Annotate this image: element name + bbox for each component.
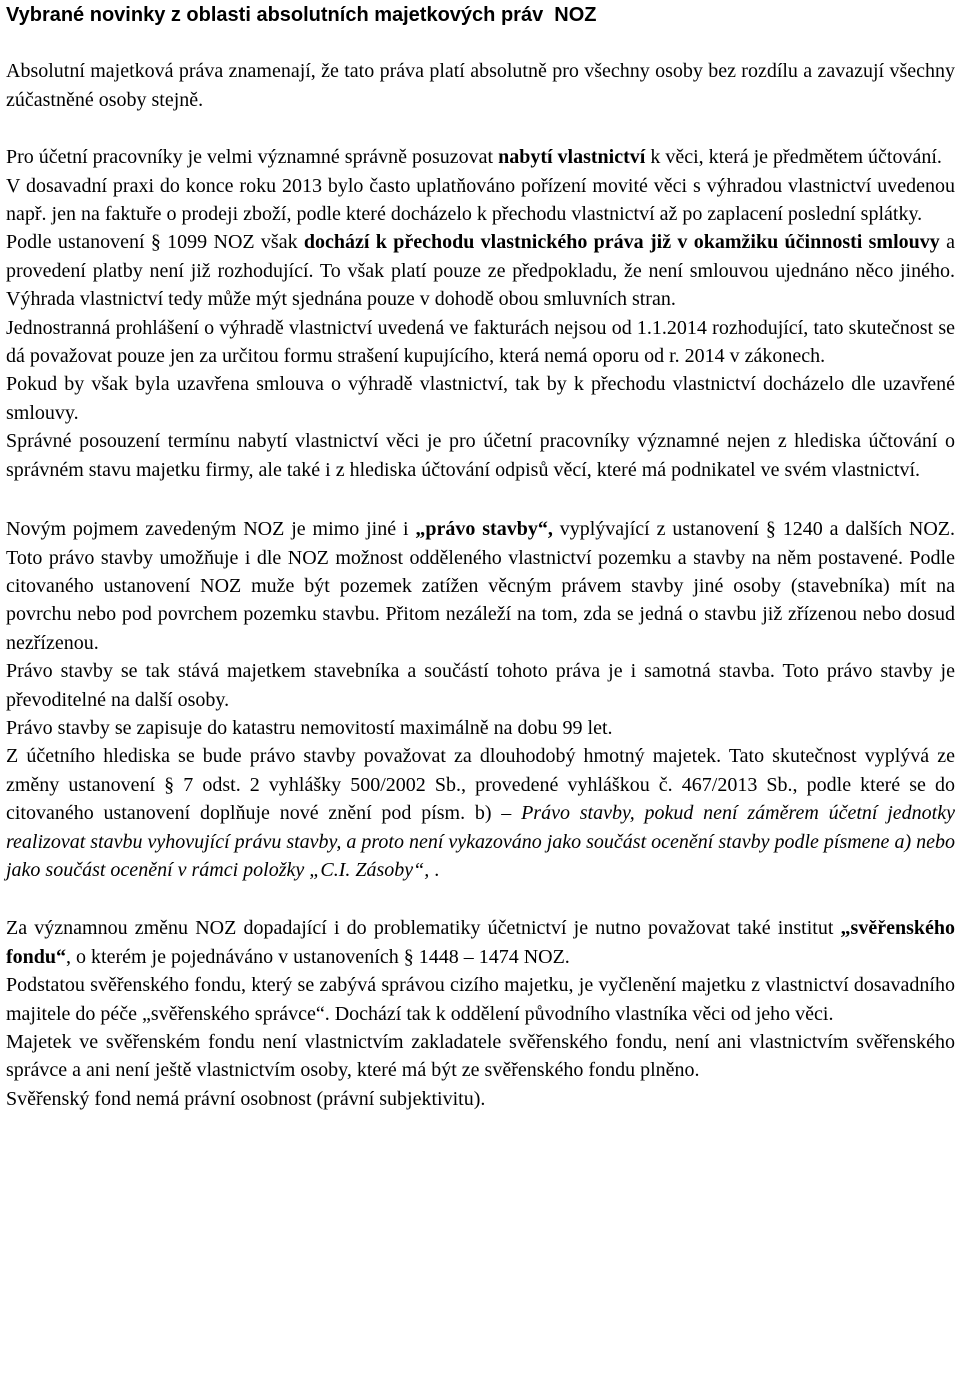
paragraph-previous-practice: V dosavadní praxi do konce roku 2013 bylo často uplatňováno pořízení movité věci s výhradou vlastnictví uvedenou např. jen na faktuře o prodeji zboží, podle které docházelo k přechodu vlastnictví až po zaplacení poslední splátky.: [6, 174, 955, 226]
text: Podle ustanovení § 1099 NOZ však: [6, 231, 304, 254]
bold-text: dochází k přechodu vlastnického práva již v okamžiku účinnosti smlouvy: [303, 231, 940, 254]
text: a provedení platby není již rozhodující. To však platí pouze ze předpokladu, že není smlouvou ujednáno něco jiného. Výhrada vlastnictví tedy může mýt sjednána pouze v dohodě obou smluvních stran.: [6, 231, 955, 311]
bold-text: „svěřenského fondu“: [6, 917, 955, 968]
paragraph-building-right-asset: Právo stavby se tak stává majetkem stavebníka a součástí tohoto práva je i samotná stavba. Toto právo stavby je převoditelné na další osoby.: [6, 660, 955, 711]
paragraph-accounting-view: [6, 742, 955, 884]
paragraph-correct-assessment: Správné posouzení termínu nabytí vlastnictví věci je pro účetní pracovníky významné nejen z hlediska účtování o správném stavu majetku firmy, ale také i z hlediska účtování odpisů věcí, které má podnikatel ve svém vlastnictví.: [6, 430, 955, 481]
text: Novým pojmem zavedeným NOZ je mimo jiné i: [6, 518, 416, 541]
paragraph-cadastre-registration: Právo stavby se zapisuje do katastru nemovitostí maximálně na dobu 99 let.: [6, 716, 613, 739]
paragraph-ownership-acquisition: [6, 143, 955, 171]
paragraph-trust-fund-essence: Podstatou svěřenského fondu, který se zabývá správou cizího majetku, je vyčlenění majetku z vlastnictví dosavadního majitele do péče „svěřenského správce“. Dochází tak k oddělení původního vlastníka věci od jeho věci.: [6, 974, 955, 1025]
document-title: Vybrané novinky z oblasti absolutních majetkových práv NOZ: [6, 4, 597, 26]
text: Z účetního hlediska se bude právo stavby považovat za dlouhodobý hmotný majetek. Tato skutečnost vyplývá ze změny ustanovení § 7 odst. 2 vyhlášky 500/2002 Sb., provedené vyhláškou č. 467/2013 Sb., podle které se do citovaného ustanovení doplňuje nové znění pod písm. b) –: [6, 745, 955, 825]
paragraph-absolute-rights: Absolutní majetková práva znamenají, že tato práva platí absolutně pro všechny osoby bez rozdílu a zavazují všechny zúčastněné osoby stejně.: [6, 60, 955, 111]
paragraph-reservation-contract: Pokud by však byla uzavřena smlouva o výhradě vlastnictví, tak by k přechodu vlastnictví docházelo dle uzavřené smlouvy.: [6, 373, 955, 424]
paragraph-building-right: [6, 515, 955, 657]
text: .: [434, 858, 440, 881]
text: Pro účetní pracovníky je velmi významné správně posuzovat: [6, 146, 499, 169]
spacer: [6, 29, 955, 57]
paragraph-section-1099: [6, 228, 955, 313]
bold-text: nabytí vlastnictví: [498, 146, 646, 169]
text: k věci, která je předmětem účtování.: [645, 146, 942, 169]
paragraph-trust-fund-assets: Majetek ve svěřenském fondu není vlastnictvím zakladatele svěřenského fondu, není ani vlastnictvím svěřenského správce a ani není ještě vlastnictvím osoby, které má být ze svěřenského fondu plněno.: [6, 1031, 955, 1082]
paragraph-trust-fund: [6, 914, 955, 971]
spacer: [6, 114, 955, 143]
spacer: [6, 884, 955, 914]
spacer: [6, 484, 955, 515]
paragraph-unilateral-declarations: Jednostranná prohlášení o výhradě vlastnictví uvedená ve fakturách nejsou od 1.1.2014 rozhodující, tato skutečnost se dá považovat pouze jen za určitou formu strašení kupujícího, která nemá oporu od r. 2014 v zákonech.: [6, 316, 955, 368]
text: , o kterém je pojednáváno v ustanoveních § 1448 – 1474 NOZ.: [66, 945, 570, 968]
bold-text: „právo stavby“,: [415, 518, 553, 541]
italic-text: Právo stavby, pokud není záměrem účetní jednotky realizovat stavbu vyhovující právu stavby, a proto není vykazováno jako součást ocenění stavby podle písmene a) nebo jako součást ocenění v rámci položky „C.I. Zásoby“,: [6, 802, 955, 881]
text: vyplývající z ustanovení § 1240 a dalších NOZ. Toto právo stavby umožňuje i dle NOZ možnost odděleného vlastnictví pozemku a stavby na něm postavené. Podle citovaného ustanovení NOZ muže být pozemek zatížen věcným právem stavby jiné osoby (stavebníka) mít na povrchu nebo pod povrchem pozemku stavbu. Přitom nezáleží na tom, zda se jedná o stavbu již zřízenou nebo dosud nezřízenou.: [6, 518, 955, 654]
paragraph-legal-personality: Svěřenský fond nemá právní osobnost (právní subjektivitu).: [6, 1087, 486, 1110]
text: Za významnou změnu NOZ dopadající i do problematiky účetnictví je nutno považovat také institut: [6, 917, 841, 940]
